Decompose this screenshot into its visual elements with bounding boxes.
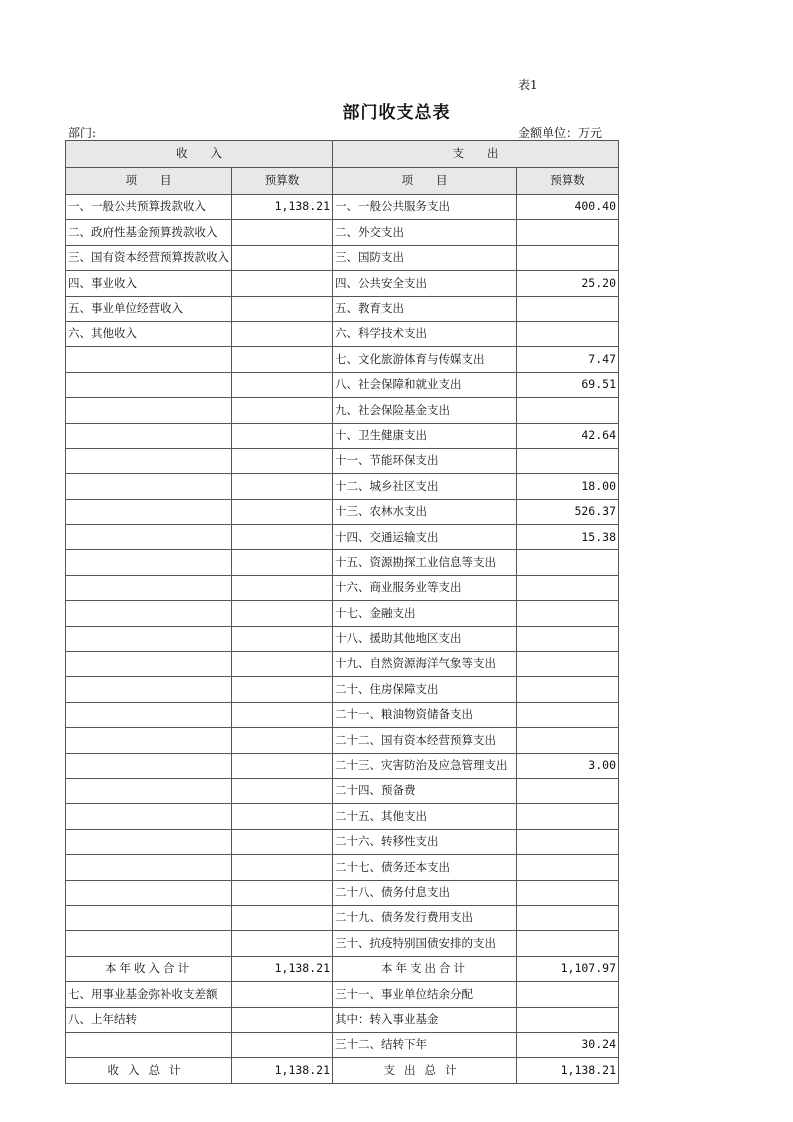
income-amount	[232, 829, 333, 854]
income-amount	[232, 398, 333, 423]
table-row	[66, 195, 619, 220]
expense-amount	[517, 398, 619, 423]
income-item	[66, 905, 232, 930]
expense-budget-header: 预算数	[517, 168, 619, 195]
table-row	[66, 448, 619, 473]
expense-amount	[517, 220, 619, 245]
expense-item: 七、文化旅游体育与传媒支出	[333, 347, 517, 372]
table-row	[66, 271, 619, 296]
income-item	[66, 728, 232, 753]
table-row	[66, 220, 619, 245]
income-amount	[232, 575, 333, 600]
expense-total-amount: 1,138.21	[517, 1058, 619, 1083]
table-row	[66, 347, 619, 372]
table-row	[66, 372, 619, 397]
income-item	[66, 499, 232, 524]
table-row	[66, 728, 619, 753]
expense-total-label: 支出总计	[333, 1058, 517, 1083]
expense-total-label: 本年支出合计	[333, 956, 517, 981]
expense-amount	[517, 601, 619, 626]
income-item: 五、事业单位经营收入	[66, 296, 232, 321]
income-item: 二、政府性基金预算拨款收入	[66, 220, 232, 245]
expense-amount	[517, 982, 619, 1007]
table-row	[66, 702, 619, 727]
income-amount	[232, 296, 333, 321]
group-header-row	[66, 141, 619, 168]
income-item	[66, 423, 232, 448]
income-amount	[232, 753, 333, 778]
income-amount	[232, 245, 333, 270]
expense-item: 二十四、预备费	[333, 778, 517, 803]
income-item	[66, 1032, 232, 1057]
expense-amount	[517, 855, 619, 880]
income-amount	[232, 778, 333, 803]
income-item	[66, 829, 232, 854]
expense-amount	[517, 905, 619, 930]
table-row	[66, 905, 619, 930]
income-amount	[232, 448, 333, 473]
table-row	[66, 804, 619, 829]
expense-amount	[517, 880, 619, 905]
table-row	[66, 677, 619, 702]
table-row	[66, 855, 619, 880]
expense-amount	[517, 448, 619, 473]
table-row	[66, 753, 619, 778]
income-item	[66, 347, 232, 372]
income-item	[66, 778, 232, 803]
income-amount	[232, 804, 333, 829]
income-item	[66, 804, 232, 829]
expense-amount	[517, 778, 619, 803]
expense-amount: 15.38	[517, 525, 619, 550]
expense-item: 五、教育支出	[333, 296, 517, 321]
income-item: 一、一般公共预算拨款收入	[66, 195, 232, 220]
income-item: 三、国有资本经营预算拨款收入	[66, 245, 232, 270]
expense-amount	[517, 550, 619, 575]
income-item	[66, 677, 232, 702]
expense-item: 十九、自然资源海洋气象等支出	[333, 652, 517, 677]
income-amount	[232, 372, 333, 397]
income-amount: 1,138.21	[232, 195, 333, 220]
income-budget-header: 预算数	[232, 168, 333, 195]
table-row	[66, 296, 619, 321]
income-amount	[232, 652, 333, 677]
expense-item: 十一、节能环保支出	[333, 448, 517, 473]
expense-item: 十七、金融支出	[333, 601, 517, 626]
expense-amount	[517, 321, 619, 346]
income-amount	[232, 880, 333, 905]
expense-item: 九、社会保险基金支出	[333, 398, 517, 423]
income-amount	[232, 550, 333, 575]
expense-item: 三、国防支出	[333, 245, 517, 270]
table-row	[66, 245, 619, 270]
expense-item: 二十六、转移性支出	[333, 829, 517, 854]
expense-amount	[517, 829, 619, 854]
expense-amount	[517, 245, 619, 270]
expense-group-header: 支 出	[333, 141, 619, 168]
income-item	[66, 855, 232, 880]
expense-item: 十二、城乡社区支出	[333, 474, 517, 499]
income-item	[66, 398, 232, 423]
expense-item: 八、社会保障和就业支出	[333, 372, 517, 397]
expense-item: 二十二、国有资本经营预算支出	[333, 728, 517, 753]
expense-item: 二十七、债务还本支出	[333, 855, 517, 880]
income-amount	[232, 1032, 333, 1057]
income-amount	[232, 321, 333, 346]
table-row	[66, 1007, 619, 1032]
expense-item: 十五、资源勘探工业信息等支出	[333, 550, 517, 575]
expense-amount: 18.00	[517, 474, 619, 499]
income-item	[66, 931, 232, 956]
page-title: 部门收支总表	[342, 103, 451, 123]
table-row	[66, 423, 619, 448]
income-amount	[232, 702, 333, 727]
income-item	[66, 474, 232, 499]
income-total-amount: 1,138.21	[232, 1058, 333, 1083]
expense-amount	[517, 626, 619, 651]
income-item	[66, 601, 232, 626]
table-row	[66, 550, 619, 575]
table-row	[66, 601, 619, 626]
income-total-label: 收入总计	[66, 1058, 232, 1083]
table-row	[66, 398, 619, 423]
expense-amount	[517, 702, 619, 727]
expense-item-header: 项 目	[333, 168, 517, 195]
expense-amount: 400.40	[517, 195, 619, 220]
table-row	[66, 931, 619, 956]
expense-item: 二、外交支出	[333, 220, 517, 245]
income-item-header: 项 目	[66, 168, 232, 195]
expense-amount	[517, 677, 619, 702]
income-item	[66, 702, 232, 727]
column-header-row	[66, 168, 619, 195]
income-amount	[232, 220, 333, 245]
income-item	[66, 448, 232, 473]
expense-item: 十六、商业服务业等支出	[333, 575, 517, 600]
expense-item: 十八、援助其他地区支出	[333, 626, 517, 651]
expense-amount	[517, 728, 619, 753]
expense-item: 三十二、结转下年	[333, 1032, 517, 1057]
subtotal-row	[66, 956, 619, 981]
expense-amount	[517, 652, 619, 677]
expense-item: 二十一、粮油物资储备支出	[333, 702, 517, 727]
income-item	[66, 372, 232, 397]
table-row	[66, 575, 619, 600]
expense-item: 二十三、灾害防治及应急管理支出	[333, 753, 517, 778]
budget-table	[65, 140, 619, 1084]
department-label: 部门:	[68, 126, 97, 140]
table-row	[66, 525, 619, 550]
table-row	[66, 474, 619, 499]
income-amount	[232, 855, 333, 880]
expense-item: 二十八、债务付息支出	[333, 880, 517, 905]
income-group-header: 收 入	[66, 141, 333, 168]
expense-item: 二十、住房保障支出	[333, 677, 517, 702]
income-total-amount: 1,138.21	[232, 956, 333, 981]
expense-item: 十四、交通运输支出	[333, 525, 517, 550]
expense-amount: 3.00	[517, 753, 619, 778]
income-item: 六、其他收入	[66, 321, 232, 346]
expense-amount	[517, 575, 619, 600]
income-amount	[232, 271, 333, 296]
income-amount	[232, 728, 333, 753]
expense-amount: 42.64	[517, 423, 619, 448]
income-amount	[232, 982, 333, 1007]
income-item: 四、事业收入	[66, 271, 232, 296]
income-amount	[232, 601, 333, 626]
expense-item: 其中：转入事业基金	[333, 1007, 517, 1032]
expense-amount	[517, 931, 619, 956]
income-item	[66, 575, 232, 600]
expense-amount: 526.37	[517, 499, 619, 524]
income-item	[66, 550, 232, 575]
expense-amount: 7.47	[517, 347, 619, 372]
expense-amount: 69.51	[517, 372, 619, 397]
expense-amount: 25.20	[517, 271, 619, 296]
income-item	[66, 753, 232, 778]
table-row	[66, 880, 619, 905]
income-amount	[232, 525, 333, 550]
income-item	[66, 880, 232, 905]
expense-item: 六、科学技术支出	[333, 321, 517, 346]
expense-item: 三十、抗疫特别国债安排的支出	[333, 931, 517, 956]
table-row	[66, 626, 619, 651]
income-item	[66, 525, 232, 550]
expense-item: 十、卫生健康支出	[333, 423, 517, 448]
income-amount	[232, 626, 333, 651]
expense-amount	[517, 1007, 619, 1032]
income-amount	[232, 905, 333, 930]
income-amount	[232, 347, 333, 372]
expense-amount	[517, 296, 619, 321]
table-row	[66, 499, 619, 524]
grand-total-row	[66, 1058, 619, 1083]
table-row	[66, 778, 619, 803]
table-number: 表1	[518, 78, 538, 92]
unit-label: 金额单位：万元	[518, 126, 603, 140]
table-row	[66, 1032, 619, 1057]
table-row	[66, 321, 619, 346]
income-item: 七、用事业基金弥补收支差额	[66, 982, 232, 1007]
income-amount	[232, 1007, 333, 1032]
income-item	[66, 626, 232, 651]
expense-amount	[517, 804, 619, 829]
table-row	[66, 829, 619, 854]
expense-item: 一、一般公共服务支出	[333, 195, 517, 220]
income-total-label: 本年收入合计	[66, 956, 232, 981]
income-item	[66, 652, 232, 677]
income-amount	[232, 677, 333, 702]
income-amount	[232, 423, 333, 448]
expense-item: 二十九、债务发行费用支出	[333, 905, 517, 930]
income-amount	[232, 931, 333, 956]
expense-item: 四、公共安全支出	[333, 271, 517, 296]
income-amount	[232, 474, 333, 499]
expense-total-amount: 1,107.97	[517, 956, 619, 981]
expense-item: 二十五、其他支出	[333, 804, 517, 829]
table-row	[66, 982, 619, 1007]
income-amount	[232, 499, 333, 524]
expense-amount: 30.24	[517, 1032, 619, 1057]
income-item: 八、上年结转	[66, 1007, 232, 1032]
expense-item: 三十一、事业单位结余分配	[333, 982, 517, 1007]
table-row	[66, 652, 619, 677]
expense-item: 十三、农林水支出	[333, 499, 517, 524]
